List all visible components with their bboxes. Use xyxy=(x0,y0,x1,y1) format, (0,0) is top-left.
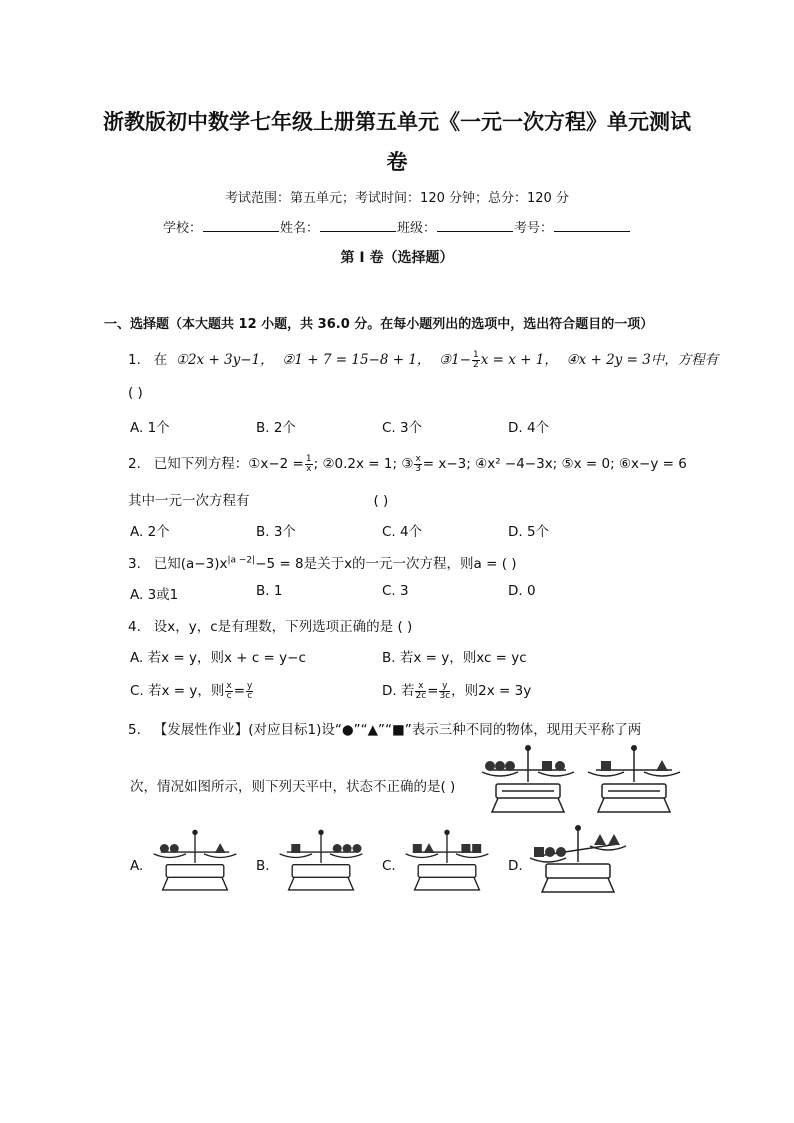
q3-number: 3. xyxy=(128,556,141,572)
q1-answer-paren: ( ) xyxy=(128,385,143,401)
q2-fraction-2: $\frac{x}{3}$ xyxy=(415,453,421,474)
q5-option-a[interactable]: A. xyxy=(130,858,144,874)
question-2 xyxy=(128,452,687,474)
q1-option-c[interactable]: C. 3个 xyxy=(382,420,423,436)
q5-option-b[interactable]: B. xyxy=(256,858,270,874)
q2-option-b[interactable]: B. 3个 xyxy=(256,524,296,540)
q4-option-a[interactable]: A. 若x = y，则x + c = y−c xyxy=(130,650,306,666)
page-title-cont: 卷 xyxy=(386,149,408,174)
q5-option-c[interactable]: C. xyxy=(382,858,396,874)
q1-option-b[interactable]: B. 2个 xyxy=(256,420,296,436)
q3-option-d[interactable]: D. 0 xyxy=(508,583,536,599)
reference-balance-1 xyxy=(478,742,578,820)
volume-title: 第 I 卷（选择题） xyxy=(340,250,454,266)
q3-option-a[interactable]: A. 3或1 xyxy=(130,587,179,603)
q5-balance-d[interactable] xyxy=(528,822,628,900)
q1-number: 1. xyxy=(128,352,141,368)
q3-exponent: |a −2| xyxy=(227,555,256,566)
q4-text: 设x，y，c是有理数，下列选项正确的是 ( ) xyxy=(153,619,413,635)
q2-text-mid: ; ②0.2x = 1; ③ xyxy=(313,456,414,472)
q3-text-pre: 已知(a−3)x xyxy=(153,556,228,572)
q2-option-a[interactable]: A. 2个 xyxy=(130,524,170,540)
q1-option-a[interactable]: A. 1个 xyxy=(130,420,170,436)
q5-option-d[interactable]: D. xyxy=(508,858,523,874)
student-fields xyxy=(0,217,794,236)
question-1 xyxy=(128,348,718,370)
q1-fraction: $\frac{1}{2}$ xyxy=(473,349,479,370)
q5-text: 【发展性作业】(对应目标1)设“●”“▲”“■”表示三种不同的物体，现用天平称了两 xyxy=(153,722,642,738)
q2-option-c[interactable]: C. 4个 xyxy=(382,524,423,540)
q5-number: 5. xyxy=(128,722,141,738)
q2-text-pre: 已知下列方程：①x−2 = xyxy=(153,456,304,472)
q2-line2 xyxy=(128,489,388,509)
field-school-blank[interactable] xyxy=(203,217,279,232)
field-class-label: 班级： xyxy=(397,221,437,236)
q4-option-d[interactable]: D. 若 $\frac{x}{2c}$ = $\frac{y}{3c}$ ，则2x = 3y xyxy=(382,680,532,701)
field-name-label: 姓名： xyxy=(279,221,319,236)
q1-item4: ④x + 2y = 3中，方程有 xyxy=(566,352,719,368)
section-heading: 一、选择题（本大题共 12 小题，共 36.0 分。在每小题列出的选项中，选出符合题目的一项） xyxy=(104,317,654,332)
q1-item2: ②1 + 7 = 15−8 + 1， xyxy=(282,352,431,368)
page-title: 浙教版初中数学七年级上册第五单元《一元一次方程》单元测试 xyxy=(103,109,691,134)
q1-prefix: 在 xyxy=(153,352,168,368)
q1-item3-post: x = x + 1， xyxy=(480,352,558,368)
q1-option-d[interactable]: D. 4个 xyxy=(508,420,550,436)
question-5 xyxy=(128,718,641,738)
q5-balance-a[interactable] xyxy=(150,826,240,898)
q2-number: 2. xyxy=(128,456,141,472)
q4-number: 4. xyxy=(128,619,141,635)
q1-item1: ①2x + 3y−1， xyxy=(175,352,274,368)
question-4 xyxy=(128,615,412,635)
reference-balance-2 xyxy=(584,742,684,820)
q3-text-post: −5 = 8是关于x的一元一次方程，则a = ( ) xyxy=(255,556,517,572)
field-number-blank[interactable] xyxy=(554,217,630,232)
q2-fraction-1: $\frac{1}{x}$ xyxy=(305,453,312,474)
question-3 xyxy=(128,552,517,572)
field-school-label: 学校： xyxy=(162,221,202,236)
field-number-label: 考号： xyxy=(514,221,554,236)
q2-answer-paren: ( ) xyxy=(373,493,389,509)
field-class-blank[interactable] xyxy=(437,217,513,232)
field-name-blank[interactable] xyxy=(320,217,396,232)
q2-option-d[interactable]: D. 5个 xyxy=(508,524,550,540)
q5-balance-b[interactable] xyxy=(276,826,366,898)
q4-option-b[interactable]: B. 若x = y，则xc = yc xyxy=(382,650,527,666)
q3-option-c[interactable]: C. 3 xyxy=(382,583,409,599)
exam-info: 考试范围：第五单元；考试时间：120 分钟；总分：120 分 xyxy=(225,191,569,206)
q5-line2: 次，情况如图所示，则下列天平中，状态不正确的是( ) xyxy=(130,779,456,795)
q2-line2-text: 其中一元一次方程有 xyxy=(128,493,250,509)
q3-option-b[interactable]: B. 1 xyxy=(256,583,283,599)
q1-item3-pre: ③1− xyxy=(439,352,472,368)
q4-option-c[interactable]: C. 若x = y，则 $\frac{x}{c}$ = $\frac{y}{c}$ xyxy=(130,680,253,701)
q5-balance-c[interactable] xyxy=(402,826,492,898)
q2-text-post: = x−3; ④x² −4−3x; ⑤x = 0; ⑥x−y = 6 xyxy=(422,456,687,472)
